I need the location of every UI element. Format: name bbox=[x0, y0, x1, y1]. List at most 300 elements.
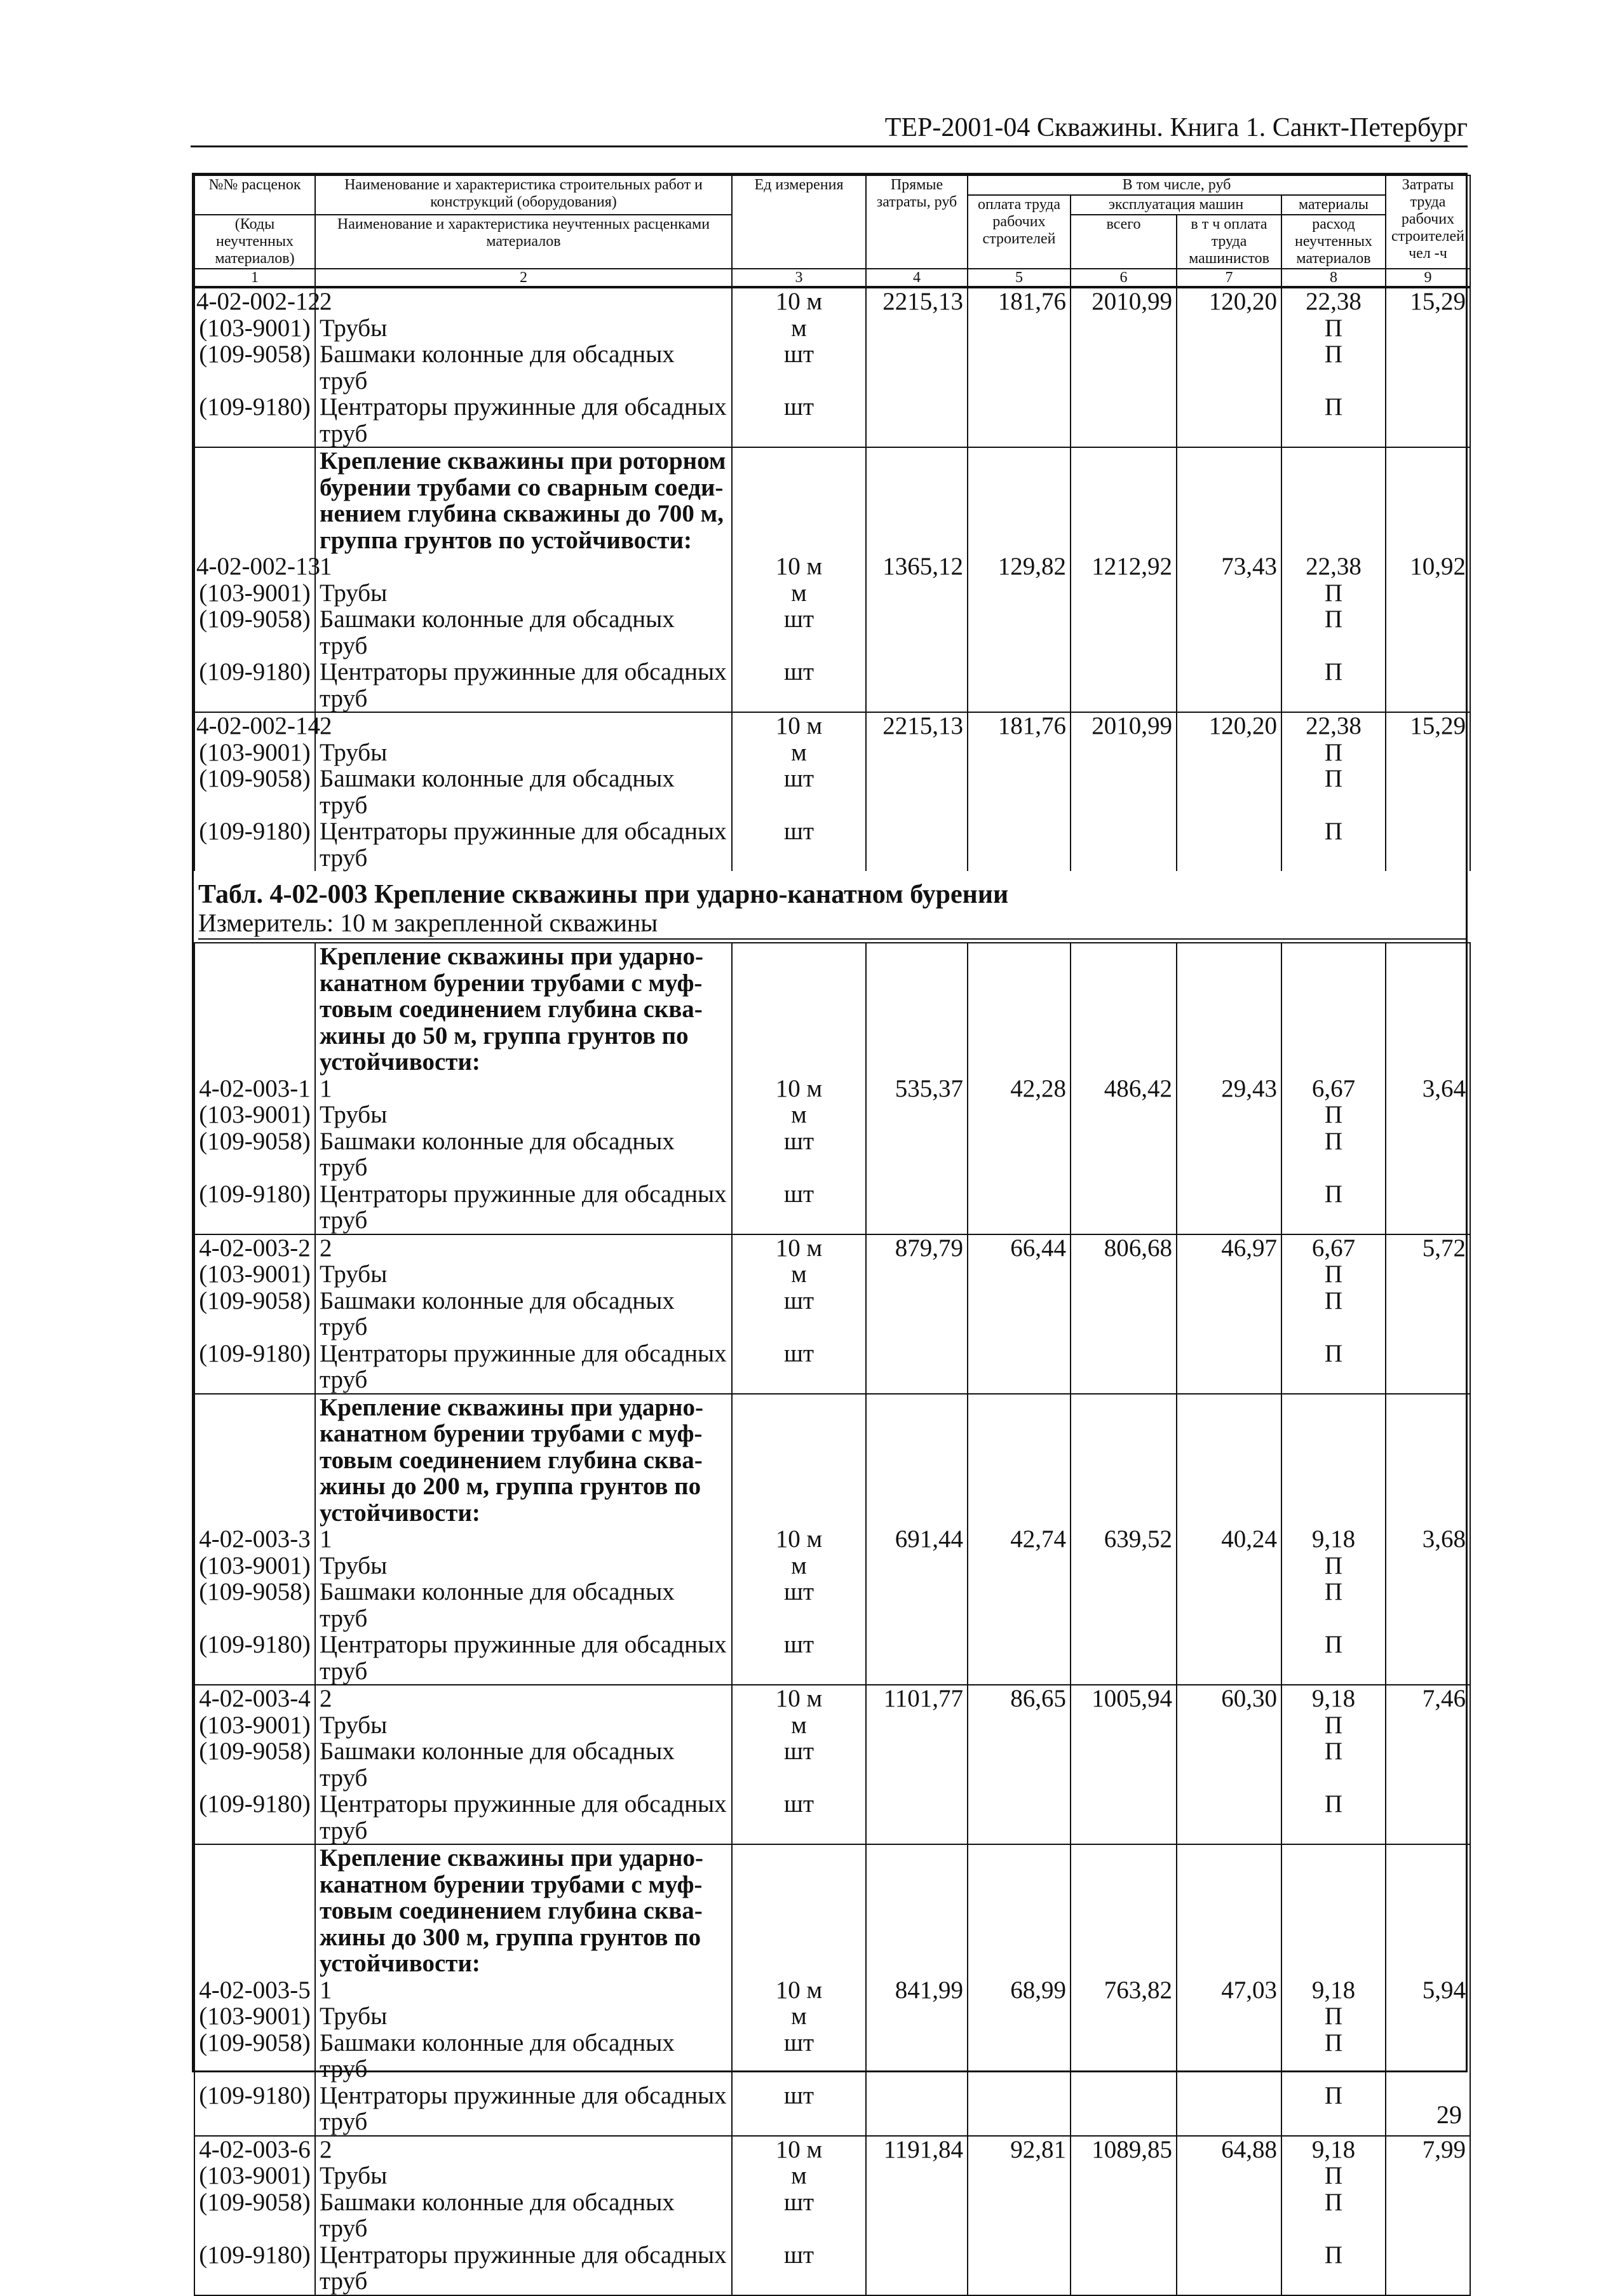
cell-incl bbox=[1177, 2189, 1281, 2242]
cell-mat: П bbox=[1281, 2163, 1386, 2189]
table-row bbox=[194, 553, 1470, 580]
cell-total bbox=[1071, 1818, 1177, 1845]
cell-incl bbox=[1177, 606, 1281, 659]
cell-incl bbox=[1177, 394, 1281, 421]
cell-unit: м bbox=[732, 315, 866, 342]
cell-labor bbox=[1386, 1553, 1470, 1579]
cell-mat: П bbox=[1281, 659, 1386, 685]
table-cell bbox=[1071, 1394, 1177, 1527]
cell-code: (103-9001) bbox=[194, 1261, 315, 1288]
cell-total bbox=[1071, 394, 1177, 421]
cell-direct bbox=[866, 1102, 968, 1128]
cell-pay bbox=[968, 2268, 1071, 2295]
cell-pay bbox=[968, 818, 1071, 845]
header-pay: оплата труда рабочих строителей bbox=[968, 195, 1071, 269]
cell-labor bbox=[1386, 1181, 1470, 1208]
cell-name: труб bbox=[315, 1207, 732, 1234]
cell-code: (103-9001) bbox=[194, 1102, 315, 1128]
cell-direct bbox=[866, 1631, 968, 1658]
table-cell bbox=[1177, 1394, 1281, 1527]
cell-code: 4-02-002-14 bbox=[194, 712, 315, 739]
cell-incl bbox=[1177, 739, 1281, 766]
cell-labor bbox=[1386, 1288, 1470, 1340]
cell-mat bbox=[1281, 1367, 1386, 1394]
table-cell bbox=[866, 1394, 968, 1527]
cell-incl bbox=[1177, 421, 1281, 448]
header-materials-sub: расход неучтенных материалов bbox=[1281, 215, 1386, 269]
cell-incl: 120,20 bbox=[1177, 288, 1281, 315]
cell-direct bbox=[866, 1738, 968, 1791]
cell-total bbox=[1071, 1738, 1177, 1791]
cell-unit: м bbox=[732, 739, 866, 766]
cell-code bbox=[194, 685, 315, 713]
table-row bbox=[194, 2030, 1470, 2083]
table-cell bbox=[866, 943, 968, 1076]
cell-pay bbox=[968, 1128, 1071, 1181]
cell-unit: шт bbox=[732, 2083, 866, 2109]
cell-direct bbox=[866, 1207, 968, 1234]
cell-total bbox=[1071, 818, 1177, 845]
cell-direct: 535,37 bbox=[866, 1076, 968, 1102]
table-row bbox=[194, 1102, 1470, 1128]
cell-direct bbox=[866, 2163, 968, 2189]
cell-pay bbox=[968, 1738, 1071, 1791]
cell-pay: 86,65 bbox=[968, 1685, 1071, 1712]
table-row bbox=[194, 1553, 1470, 1579]
cell-pay bbox=[968, 1367, 1071, 1394]
cell-incl: 29,43 bbox=[1177, 1076, 1281, 1102]
cell-mat: 9,18 bbox=[1281, 1685, 1386, 1712]
cell-direct bbox=[866, 818, 968, 845]
cell-direct bbox=[866, 1818, 968, 1845]
col-number: 1 bbox=[194, 269, 315, 287]
cell-total bbox=[1071, 1367, 1177, 1394]
cell-direct bbox=[866, 2030, 968, 2083]
cell-mat bbox=[1281, 421, 1386, 448]
table-row bbox=[194, 341, 1470, 394]
cell-unit: м bbox=[732, 2003, 866, 2030]
cell-incl bbox=[1177, 1818, 1281, 1845]
cell-total bbox=[1071, 2189, 1177, 2242]
cell-incl bbox=[1177, 1367, 1281, 1394]
cell-name: Центраторы пружинные для обсадных bbox=[315, 1340, 732, 1367]
cell-name: Трубы bbox=[315, 1553, 732, 1579]
cell-total bbox=[1071, 1261, 1177, 1288]
cell-unit: м bbox=[732, 1261, 866, 1288]
cell-total: 2010,99 bbox=[1071, 712, 1177, 739]
cell-unit: шт bbox=[732, 2242, 866, 2269]
table-cell bbox=[1386, 943, 1470, 1076]
cell-incl bbox=[1177, 1712, 1281, 1739]
cell-code: (109-9180) bbox=[194, 818, 315, 845]
cell-unit: шт bbox=[732, 2030, 866, 2083]
cell-direct bbox=[866, 766, 968, 818]
table-row bbox=[194, 1526, 1470, 1553]
cell-labor bbox=[1386, 1207, 1470, 1234]
cell-incl bbox=[1177, 2003, 1281, 2030]
cell-incl bbox=[1177, 1658, 1281, 1685]
cell-unit: 10 м bbox=[732, 553, 866, 580]
cell-incl bbox=[1177, 1791, 1281, 1818]
cell-total bbox=[1071, 1712, 1177, 1739]
cell-mat bbox=[1281, 685, 1386, 713]
cell-labor bbox=[1386, 1102, 1470, 1128]
cell-mat: 6,67 bbox=[1281, 1234, 1386, 1262]
table-body bbox=[194, 287, 1471, 2296]
cell-pay: 129,82 bbox=[968, 553, 1071, 580]
cell-direct bbox=[866, 2189, 968, 2242]
cell-code: (103-9001) bbox=[194, 2003, 315, 2030]
cell-direct bbox=[866, 315, 968, 342]
table-row bbox=[194, 394, 1470, 421]
cell-incl bbox=[1177, 2268, 1281, 2295]
cell-name: Центраторы пружинные для обсадных bbox=[315, 394, 732, 421]
cell-incl bbox=[1177, 580, 1281, 607]
cell-unit: шт bbox=[732, 1128, 866, 1181]
table-row bbox=[194, 1579, 1470, 1631]
cell-code: (109-9180) bbox=[194, 2242, 315, 2269]
cell-unit: 10 м bbox=[732, 1685, 866, 1712]
table-cell bbox=[1071, 447, 1177, 553]
cell-total bbox=[1071, 341, 1177, 394]
cell-code bbox=[194, 1658, 315, 1685]
group-title-row bbox=[194, 447, 1470, 553]
cell-code: (109-9058) bbox=[194, 1288, 315, 1340]
cell-incl bbox=[1177, 1631, 1281, 1658]
cell-pay bbox=[968, 766, 1071, 818]
cell-mat: П bbox=[1281, 766, 1386, 818]
cell-name: труб bbox=[315, 421, 732, 448]
cell-total bbox=[1071, 315, 1177, 342]
cell-labor bbox=[1386, 1579, 1470, 1631]
cell-labor bbox=[1386, 739, 1470, 766]
cell-mat bbox=[1281, 2268, 1386, 2295]
cell-pay: 42,28 bbox=[968, 1076, 1071, 1102]
cell-total bbox=[1071, 2109, 1177, 2136]
cell-code: (109-9058) bbox=[194, 1128, 315, 1181]
cell-code: (109-9180) bbox=[194, 2083, 315, 2109]
cell-total bbox=[1071, 2242, 1177, 2269]
cell-name: Трубы bbox=[315, 1102, 732, 1128]
group-title: Крепление скважины при ударно-канатном бурении трубами с муф-товым соединением глубина сква-жины до 200 м, группа грунтов по устойчивости: bbox=[315, 1394, 732, 1527]
table-cell bbox=[1281, 447, 1386, 553]
cell-mat: П bbox=[1281, 1102, 1386, 1128]
cell-incl bbox=[1177, 341, 1281, 394]
table-row bbox=[194, 2242, 1470, 2269]
table-row bbox=[194, 659, 1470, 685]
cell-unit: 10 м bbox=[732, 1526, 866, 1553]
cell-mat bbox=[1281, 1658, 1386, 1685]
cell-labor: 5,72 bbox=[1386, 1234, 1470, 1262]
cell-pay bbox=[968, 1340, 1071, 1367]
cell-code: (109-9058) bbox=[194, 2189, 315, 2242]
cell-code bbox=[194, 1818, 315, 1845]
cell-pay bbox=[968, 2109, 1071, 2136]
cell-incl: 46,97 bbox=[1177, 1234, 1281, 1262]
table-row bbox=[194, 1658, 1470, 1685]
cell-name: 1 bbox=[315, 1076, 732, 1102]
cell-direct: 841,99 bbox=[866, 1977, 968, 2004]
cell-pay: 181,76 bbox=[968, 288, 1071, 315]
cell-code: (109-9058) bbox=[194, 341, 315, 394]
col-number: 8 bbox=[1281, 269, 1386, 287]
cell-labor bbox=[1386, 818, 1470, 845]
table-cell bbox=[1386, 447, 1470, 553]
cell-pay bbox=[968, 2030, 1071, 2083]
cell-unit: 10 м bbox=[732, 1234, 866, 1262]
table-row bbox=[194, 2136, 1470, 2163]
cell-direct bbox=[866, 1579, 968, 1631]
header-incl-pay: в т ч оплата труда машинистов bbox=[1177, 215, 1281, 269]
section-measure: Измеритель: 10 м закрепленной скважины bbox=[198, 909, 1466, 940]
cell-name: Башмаки колонные для обсадных труб bbox=[315, 1738, 732, 1791]
cell-incl bbox=[1177, 1288, 1281, 1340]
cell-labor bbox=[1386, 2030, 1470, 2083]
cell-labor bbox=[1386, 766, 1470, 818]
cell-incl bbox=[1177, 685, 1281, 713]
cell-name: труб bbox=[315, 2268, 732, 2295]
cell-name: Центраторы пружинные для обсадных bbox=[315, 1791, 732, 1818]
cell-mat: 9,18 bbox=[1281, 1977, 1386, 2004]
cell-name: 2 bbox=[315, 1685, 732, 1712]
cell-pay bbox=[968, 606, 1071, 659]
cell-code: (103-9001) bbox=[194, 580, 315, 607]
cell-mat: П bbox=[1281, 2189, 1386, 2242]
cell-unit: м bbox=[732, 1102, 866, 1128]
cell-total bbox=[1071, 2268, 1177, 2295]
cell-total bbox=[1071, 2163, 1177, 2189]
table-cell bbox=[1281, 1844, 1386, 1977]
cell-labor bbox=[1386, 341, 1470, 394]
cell-name: труб bbox=[315, 2109, 732, 2136]
group-title: Крепление скважины при ударно-канатном бурении трубами с муф-товым соединением глубина сква-жины до 50 м, группа грунтов по устойчивости: bbox=[315, 943, 732, 1076]
cell-total bbox=[1071, 685, 1177, 713]
cell-labor bbox=[1386, 1128, 1470, 1181]
header-incl: В том числе, руб bbox=[968, 175, 1386, 195]
cell-labor bbox=[1386, 421, 1470, 448]
cell-labor: 3,68 bbox=[1386, 1526, 1470, 1553]
cell-pay bbox=[968, 580, 1071, 607]
cell-name: труб bbox=[315, 1658, 732, 1685]
cell-mat: П bbox=[1281, 1791, 1386, 1818]
table-cell bbox=[1386, 1844, 1470, 1977]
cell-pay bbox=[968, 1102, 1071, 1128]
cell-pay bbox=[968, 739, 1071, 766]
cell-direct bbox=[866, 659, 968, 685]
table-cell bbox=[1177, 447, 1281, 553]
table-cell bbox=[732, 1844, 866, 1977]
cell-unit bbox=[732, 1658, 866, 1685]
cell-name: 2 bbox=[315, 288, 732, 315]
cell-labor bbox=[1386, 1340, 1470, 1367]
cell-name: Башмаки колонные для обсадных труб bbox=[315, 2189, 732, 2242]
col-number: 6 bbox=[1071, 269, 1177, 287]
cell-direct: 1191,84 bbox=[866, 2136, 968, 2163]
cell-code: (109-9058) bbox=[194, 2030, 315, 2083]
cell-incl bbox=[1177, 1738, 1281, 1791]
cell-pay bbox=[968, 1261, 1071, 1288]
cell-incl bbox=[1177, 1579, 1281, 1631]
table-row bbox=[194, 739, 1470, 766]
section-title: Табл. 4-02-003 Крепление скважины при ударно-канатном бурении bbox=[198, 880, 1009, 909]
table-cell bbox=[194, 1844, 315, 1977]
table-row bbox=[194, 712, 1470, 739]
cell-total bbox=[1071, 1579, 1177, 1631]
cell-name: Трубы bbox=[315, 2003, 732, 2030]
table-cell bbox=[866, 1844, 968, 1977]
cell-code: (109-9058) bbox=[194, 766, 315, 818]
cell-pay: 42,74 bbox=[968, 1526, 1071, 1553]
cell-incl: 73,43 bbox=[1177, 553, 1281, 580]
cell-total: 1212,92 bbox=[1071, 553, 1177, 580]
cell-code: 4-02-003-2 bbox=[194, 1234, 315, 1262]
cell-total: 639,52 bbox=[1071, 1526, 1177, 1553]
group-title-row bbox=[194, 943, 1470, 1076]
cell-unit: шт bbox=[732, 2189, 866, 2242]
col-number: 4 bbox=[866, 269, 968, 287]
cell-labor: 3,64 bbox=[1386, 1076, 1470, 1102]
cell-unit: м bbox=[732, 580, 866, 607]
cell-unit bbox=[732, 845, 866, 872]
cell-mat: П bbox=[1281, 1712, 1386, 1739]
cell-pay bbox=[968, 1818, 1071, 1845]
cell-mat: П bbox=[1281, 1579, 1386, 1631]
cell-name: Трубы bbox=[315, 739, 732, 766]
cell-labor bbox=[1386, 1261, 1470, 1288]
cell-name: Башмаки колонные для обсадных труб bbox=[315, 1128, 732, 1181]
group-title-row bbox=[194, 1394, 1470, 1527]
cell-pay bbox=[968, 2083, 1071, 2109]
header-direct: Прямые затраты, руб bbox=[866, 175, 968, 269]
cell-pay: 66,44 bbox=[968, 1234, 1071, 1262]
cell-name: Башмаки колонные для обсадных труб bbox=[315, 2030, 732, 2083]
cell-total: 2010,99 bbox=[1071, 288, 1177, 315]
table-row bbox=[194, 606, 1470, 659]
table-row bbox=[194, 1367, 1470, 1394]
cell-mat: 22,38 bbox=[1281, 288, 1386, 315]
cell-pay bbox=[968, 2242, 1071, 2269]
cell-direct: 1365,12 bbox=[866, 553, 968, 580]
cell-mat: П bbox=[1281, 2003, 1386, 2030]
table-row bbox=[194, 288, 1470, 315]
section-header bbox=[194, 871, 1470, 943]
cell-pay bbox=[968, 1631, 1071, 1658]
cell-pay bbox=[968, 659, 1071, 685]
cell-total bbox=[1071, 659, 1177, 685]
cell-direct bbox=[866, 1340, 968, 1367]
cell-pay: 181,76 bbox=[968, 712, 1071, 739]
cell-direct: 1101,77 bbox=[866, 1685, 968, 1712]
cell-unit: шт bbox=[732, 1288, 866, 1340]
table-row bbox=[194, 2268, 1470, 2295]
cell-direct bbox=[866, 1128, 968, 1181]
cell-pay bbox=[968, 315, 1071, 342]
cell-code: (109-9180) bbox=[194, 1791, 315, 1818]
cell-labor bbox=[1386, 2003, 1470, 2030]
cell-code bbox=[194, 2268, 315, 2295]
cell-unit bbox=[732, 2268, 866, 2295]
cell-incl bbox=[1177, 2163, 1281, 2189]
cell-unit: шт bbox=[732, 1738, 866, 1791]
cell-name: Башмаки колонные для обсадных труб bbox=[315, 341, 732, 394]
cell-total bbox=[1071, 1128, 1177, 1181]
cell-labor bbox=[1386, 394, 1470, 421]
cell-total bbox=[1071, 1207, 1177, 1234]
cell-name: Трубы bbox=[315, 315, 732, 342]
cell-name: 1 bbox=[315, 1526, 732, 1553]
cell-labor bbox=[1386, 315, 1470, 342]
col-number: 5 bbox=[968, 269, 1071, 287]
cell-incl bbox=[1177, 845, 1281, 872]
cell-mat bbox=[1281, 1207, 1386, 1234]
table-row bbox=[194, 1207, 1470, 1234]
group-title: Крепление скважины при ударно-канатном бурении трубами с муф-товым соединением глубина сква-жины до 300 м, группа грунтов по устойчивости: bbox=[315, 1844, 732, 1977]
cell-direct bbox=[866, 394, 968, 421]
cell-mat: П bbox=[1281, 1288, 1386, 1340]
cell-code: (109-9180) bbox=[194, 1340, 315, 1367]
cell-incl bbox=[1177, 1128, 1281, 1181]
cell-mat: П bbox=[1281, 315, 1386, 342]
cell-incl bbox=[1177, 1102, 1281, 1128]
cell-code: 4-02-003-1 bbox=[194, 1076, 315, 1102]
header-code-sub: (Коды неучтенных материалов) bbox=[194, 215, 315, 269]
table-cell bbox=[194, 1394, 315, 1527]
cell-unit: шт bbox=[732, 1340, 866, 1367]
cell-pay bbox=[968, 685, 1071, 713]
header-materials: материалы bbox=[1281, 195, 1386, 215]
table-cell bbox=[1071, 1844, 1177, 1977]
table-row bbox=[194, 1818, 1470, 1845]
cell-direct bbox=[866, 1261, 968, 1288]
cell-code: (109-9058) bbox=[194, 606, 315, 659]
header-name-sub: Наименование и характеристика неучтенных расценками материалов bbox=[315, 215, 732, 269]
cell-total bbox=[1071, 1658, 1177, 1685]
cell-unit bbox=[732, 1207, 866, 1234]
cell-incl bbox=[1177, 1340, 1281, 1367]
cell-total bbox=[1071, 1102, 1177, 1128]
cell-unit bbox=[732, 685, 866, 713]
cell-mat: П bbox=[1281, 1340, 1386, 1367]
cell-pay bbox=[968, 421, 1071, 448]
cell-direct bbox=[866, 739, 968, 766]
cell-name: 2 bbox=[315, 2136, 732, 2163]
cell-code: (103-9001) bbox=[194, 315, 315, 342]
cell-labor bbox=[1386, 606, 1470, 659]
table-row bbox=[194, 2109, 1470, 2136]
cell-name: труб bbox=[315, 1818, 732, 1845]
cell-labor: 15,29 bbox=[1386, 288, 1470, 315]
cell-unit: шт bbox=[732, 659, 866, 685]
cell-mat: 6,67 bbox=[1281, 1076, 1386, 1102]
cell-direct bbox=[866, 1658, 968, 1685]
cell-unit: 10 м bbox=[732, 712, 866, 739]
cell-code: (103-9001) bbox=[194, 739, 315, 766]
cell-name: 2 bbox=[315, 712, 732, 739]
cell-name: 2 bbox=[315, 1234, 732, 1262]
cell-unit: шт bbox=[732, 1579, 866, 1631]
cell-pay bbox=[968, 2189, 1071, 2242]
table-row bbox=[194, 2003, 1470, 2030]
table-row bbox=[194, 2083, 1470, 2109]
cell-labor bbox=[1386, 2163, 1470, 2189]
cell-direct bbox=[866, 341, 968, 394]
cell-pay bbox=[968, 1658, 1071, 1685]
table-row bbox=[194, 1738, 1470, 1791]
table-cell bbox=[1177, 943, 1281, 1076]
cell-unit bbox=[732, 1367, 866, 1394]
cell-total bbox=[1071, 766, 1177, 818]
table-cell bbox=[968, 1394, 1071, 1527]
